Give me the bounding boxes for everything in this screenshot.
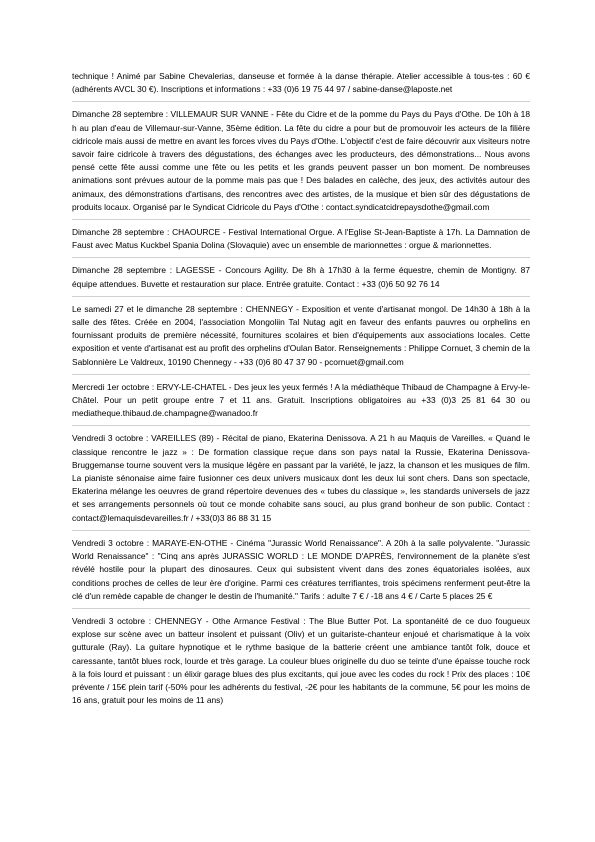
event-entry-6 bbox=[72, 381, 530, 421]
event-entry-8 bbox=[72, 537, 530, 603]
document-page bbox=[72, 70, 530, 707]
event-text: technique ! Animé par Sabine Chevalerias, danseuse et formée à la danse thérapie. Atelier accessible à tous-tes : 60 € (adhérents AVCL 30 €). Inscriptions et informations : +33 (0)6 19 75 44 97 / sabine-danse@laposte.net bbox=[72, 71, 530, 95]
event-entry-4 bbox=[72, 264, 530, 290]
divider bbox=[72, 530, 530, 531]
divider bbox=[72, 425, 530, 426]
divider bbox=[72, 374, 530, 375]
divider bbox=[72, 257, 530, 258]
event-text: Vendredi 3 octobre : VAREILLES (89) - Récital de piano, Ekaterina Denissova. A 21 h au Maquis de Vareilles. « Quand le classique rencontre le jazz » : De formation classique reçue dans son pays natal la Russie, Ekaterina Denissova-Bruggemanse tourne souvent vers la musique légère en passant par la variété, le jazz, la chanson et les musiques de film. La pianiste sénonaise aime faire fusionner ces deux univers musicaux dont les deux lui sont chers. Dans son spectacle, Ekaterina mélange les oeuvres de grand répertoire devenues des « tubes du classique », les standards universels de jazz et ses arrangements personnels où tout ce monde cohabite sans souci, au plus grand bonheur de son public. Contact : contact@lemaquisdevareilles.fr / +33(0)3 86 88 31 15 bbox=[72, 433, 530, 523]
divider bbox=[72, 101, 530, 102]
divider bbox=[72, 608, 530, 609]
event-entry-9 bbox=[72, 615, 530, 707]
event-text: Dimanche 28 septembre : VILLEMAUR SUR VANNE - Fête du Cidre et de la pomme du Pays du Pays d'Othe. De 10h à 18 h au plan d'eau de Villemaur-sur-Vanne, 35ème édition. La fête du cidre a pour but de promouvoir les acteurs de la filière cidricole mais aussi de mettre en avant les forces vives du Pays d'Othe. L'objectif c'est de faire découvrir aux visiteurs notre savoir faire cidricole à travers des dégustations, des échanges avec les producteurs, des démonstrations... Nous avons pensé cette fête aussi comme une fête ou les petits et les grands peuvent passer un bon moment. De nombreuses animations sont prévues autour de la pomme mais pas que ! Des balades en calèche, des jeux, des activités autour des animaux, des démonstrations d'artisans, des rencontres avec des artistes, de la musique et bien sûr des dégustations de produits locaux. Organisé par le Syndicat Cidricole du Pays d'Othe : contact.syndicatcidrepaysdothe@gmail.com bbox=[72, 109, 530, 212]
event-text: Vendredi 3 octobre : CHENNEGY - Othe Armance Festival : The Blue Butter Pot. La spontanéité de ce duo fougueux explose sur scène avec un batteur insolent et puissant (Oliv) et un guitariste-chanteur enjoué et charismatique à la voix gutturale (Ray). La guitare hypnotique et le rythme basique de la batterie créent une ambiance tantôt folk, douce et caressante, tantôt blues rock, lourde et très garage. La couleur blues originelle du duo se teinte d'une épaisse touche rock à la fois lourd et puissant : un élixir garage blues des plus excitants, qui joue avec les codes du rock ! Prix des places : 10€ prévente / 15€ plein tarif (-50% pour les adhérents du festival, -2€ pour les habitants de la commune, 5€ pour les moins de 16 ans, gratuit pour les moins de 11 ans) bbox=[72, 615, 530, 706]
divider bbox=[72, 219, 530, 220]
event-entry-1 bbox=[72, 70, 530, 96]
event-text: Dimanche 28 septembre : LAGESSE - Concours Agility. De 8h à 17h30 à la ferme équestre, chemin de Montigny. 87 équipe attendues. Buvette et restauration sur place. Entrée gratuite. Contact : +33 (0)6 50 92 76 14 bbox=[72, 265, 530, 289]
event-text: Dimanche 28 septembre : CHAOURCE - Festival International Orgue. A l'Eglise St-Jean-Baptiste à 17h. La Damnation de Faust avec Matus Kuckbel Spania Dolina (Slovaquie) avec un ensemble de marionnettes : orgue & marionnettes. bbox=[72, 227, 530, 251]
event-entry-7 bbox=[72, 432, 530, 524]
event-entry-5 bbox=[72, 303, 530, 369]
event-text: Vendredi 3 octobre : MARAYE-EN-OTHE - Cinéma "Jurassic World Renaissance". A 20h à la salle polyvalente. "Jurassic World Renaissance" : "Cinq ans après JURASSIC WORLD : LE MONDE D'APRÈS, l'environnement de la planète s'est révélé hostile pour la plupart des dinosaures. Ceux qui subsistent vivent dans des zones équatoriales isolées, aux conditions proches de celles de leur ère d'origine. Parmi ces créatures terrifiantes, trois spécimens renferment peut-être la clé d'un remède capable de changer le destin de l'humanité." Tarifs : adulte 7 € / -18 ans 4 € / Carte 5 places 25 € bbox=[72, 537, 530, 601]
event-text: Mercredi 1er octobre : ERVY-LE-CHATEL - Des jeux les yeux fermés ! A la médiathèque Thibaud de Champagne à Ervy-le-Châtel. Pour un petit groupe entre 7 et 11 ans. Gratuit. Inscriptions obligatoires au +33 (0)3 25 81 64 30 ou mediatheque.thibaud.de.champagne@wanadoo.fr bbox=[72, 381, 530, 419]
event-entry-3 bbox=[72, 226, 530, 252]
event-text: Le samedi 27 et le dimanche 28 septembre : CHENNEGY - Exposition et vente d'artisanat mongol. De 14h30 à 18h à la salle des fêtes. Créée en 2004, l'association Mongoliin Tal Nutag agit en faveur des enfants pauvres ou orphelins en fournissant produits de première nécessité, fournitures scolaires et bien d'équipements aux associations locales. Cette exposition et vente d'artisanat est au profit des orphelins d'Oulan Bator. Renseignements : Philippe Cornuet, 3 chemin de la Sablonnière Le Valdreux, 10190 Chennegy - +33 (0)6 80 47 37 90 - pcornuet@gmail.com bbox=[72, 303, 530, 367]
divider bbox=[72, 296, 530, 297]
event-entry-2 bbox=[72, 108, 530, 214]
